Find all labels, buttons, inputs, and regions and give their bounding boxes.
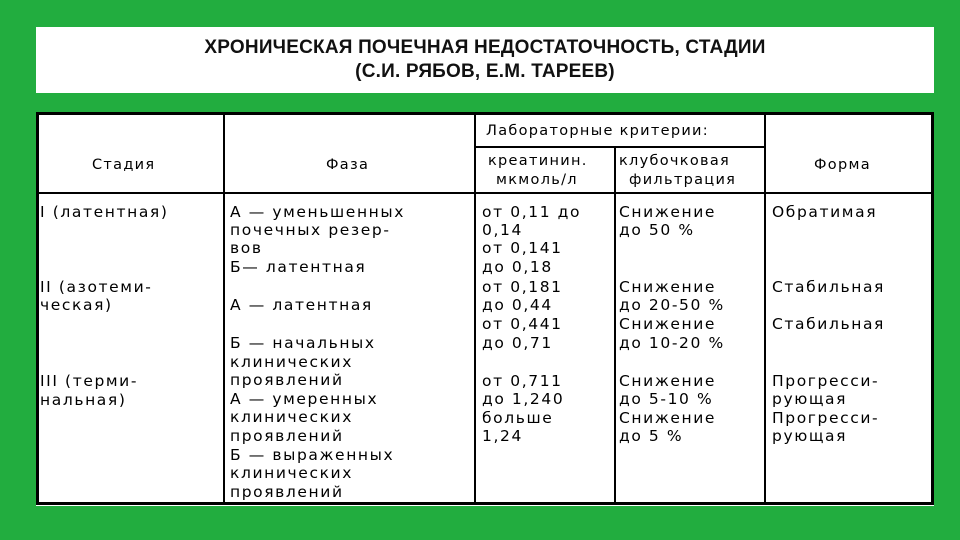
lab-subheader-rule: [474, 146, 766, 148]
header-rule: [36, 192, 934, 194]
title-line-1: ХРОНИЧЕСКАЯ ПОЧЕЧНАЯ НЕДОСТАТОЧНОСТЬ, СТАДИИ: [204, 37, 766, 58]
header-form: Форма: [814, 157, 871, 173]
phase-3b-line-2: клинических: [230, 464, 353, 482]
stages-table: [36, 112, 934, 506]
phase-3a-line-1: А — умеренных: [230, 390, 379, 408]
phase-1a-line-2: почечных резер-: [230, 221, 391, 239]
form-5-line-1: Прогресси-: [772, 409, 880, 427]
phase-3a-line-3: проявлений: [230, 427, 344, 445]
creatinine-2a-line-1: от 0,181: [482, 278, 563, 296]
table-right-rule: [931, 112, 934, 505]
column-rule-3: [614, 147, 616, 505]
gfr-1-line-1: Снижение: [619, 203, 717, 221]
phase-1a-line-3: вов: [230, 239, 263, 257]
phase-2b-line-3: проявлений: [230, 371, 344, 389]
creatinine-1a-line-2: 0,14: [482, 221, 523, 239]
phase-2b-line-2: клинических: [230, 353, 353, 371]
column-rule-1: [223, 112, 225, 505]
title-line-2: (С.И. РЯБОВ, Е.М. ТАРЕЕВ): [355, 61, 615, 82]
creatinine-3a-line-2: до 1,240: [482, 390, 565, 408]
phase-2a: А — латентная: [230, 296, 373, 314]
column-rule-2: [474, 112, 476, 505]
creatinine-2b-line-1: от 0,441: [482, 315, 563, 333]
form-2: Стабильная: [772, 278, 885, 296]
phase-3b-line-3: проявлений: [230, 483, 344, 501]
gfr-4-line-2: до 5-10 %: [619, 390, 714, 408]
creatinine-2a-line-2: до 0,44: [482, 296, 553, 314]
title-panel: [36, 27, 934, 93]
gfr-5-line-1: Снижение: [619, 409, 717, 427]
creatinine-3b-line-2: 1,24: [482, 427, 523, 445]
gfr-2-line-1: Снижение: [619, 278, 717, 296]
gfr-1-line-2: до 50 %: [619, 221, 695, 239]
gfr-3-line-2: до 10-20 %: [619, 334, 725, 352]
form-4-line-1: Прогресси-: [772, 372, 880, 390]
stage-2-line-2: ческая): [40, 296, 113, 314]
creatinine-1b-line-2: до 0,18: [482, 258, 553, 276]
header-creatinine-2: мкмоль/л: [496, 172, 578, 188]
form-4-line-2: рующая: [772, 390, 848, 408]
column-rule-4: [764, 112, 766, 505]
header-creatinine-1: креатинин.: [488, 153, 588, 169]
creatinine-3a-line-1: от 0,711: [482, 372, 563, 390]
header-lab-criteria: Лабораторные критерии:: [486, 123, 709, 139]
phase-1a-line-1: А — уменьшенных: [230, 203, 406, 221]
gfr-4-line-1: Снижение: [619, 372, 717, 390]
creatinine-3b-line-1: больше: [482, 409, 554, 427]
form-5-line-2: рующая: [772, 427, 848, 445]
gfr-5-line-2: до 5 %: [619, 427, 684, 445]
header-stage: Стадия: [92, 157, 156, 173]
phase-3b-line-1: Б — выраженных: [230, 446, 395, 464]
stage-2-line-1: II (азотеми-: [40, 278, 153, 296]
creatinine-1a-line-1: от 0,11 до: [482, 203, 582, 221]
header-phase: Фаза: [326, 157, 370, 173]
phase-3a-line-2: клинических: [230, 408, 353, 426]
table-top-rule: [36, 112, 934, 115]
creatinine-2b-line-2: до 0,71: [482, 334, 553, 352]
stage-1: I (латентная): [40, 203, 169, 221]
header-gfr-1: клубочковая: [619, 153, 731, 169]
table-left-rule: [36, 112, 39, 505]
stage-3-line-2: нальная): [40, 391, 127, 409]
table-bottom-rule: [36, 502, 934, 505]
creatinine-1b-line-1: от 0,141: [482, 239, 563, 257]
form-3: Стабильная: [772, 315, 885, 333]
gfr-2-line-2: до 20-50 %: [619, 296, 725, 314]
phase-1b: Б— латентная: [230, 258, 367, 276]
gfr-3-line-1: Снижение: [619, 315, 717, 333]
form-1: Обратимая: [772, 203, 878, 221]
phase-2b-line-1: Б — начальных: [230, 334, 376, 352]
stage-3-line-1: III (терми-: [40, 372, 139, 390]
header-gfr-2: фильтрация: [629, 172, 737, 188]
